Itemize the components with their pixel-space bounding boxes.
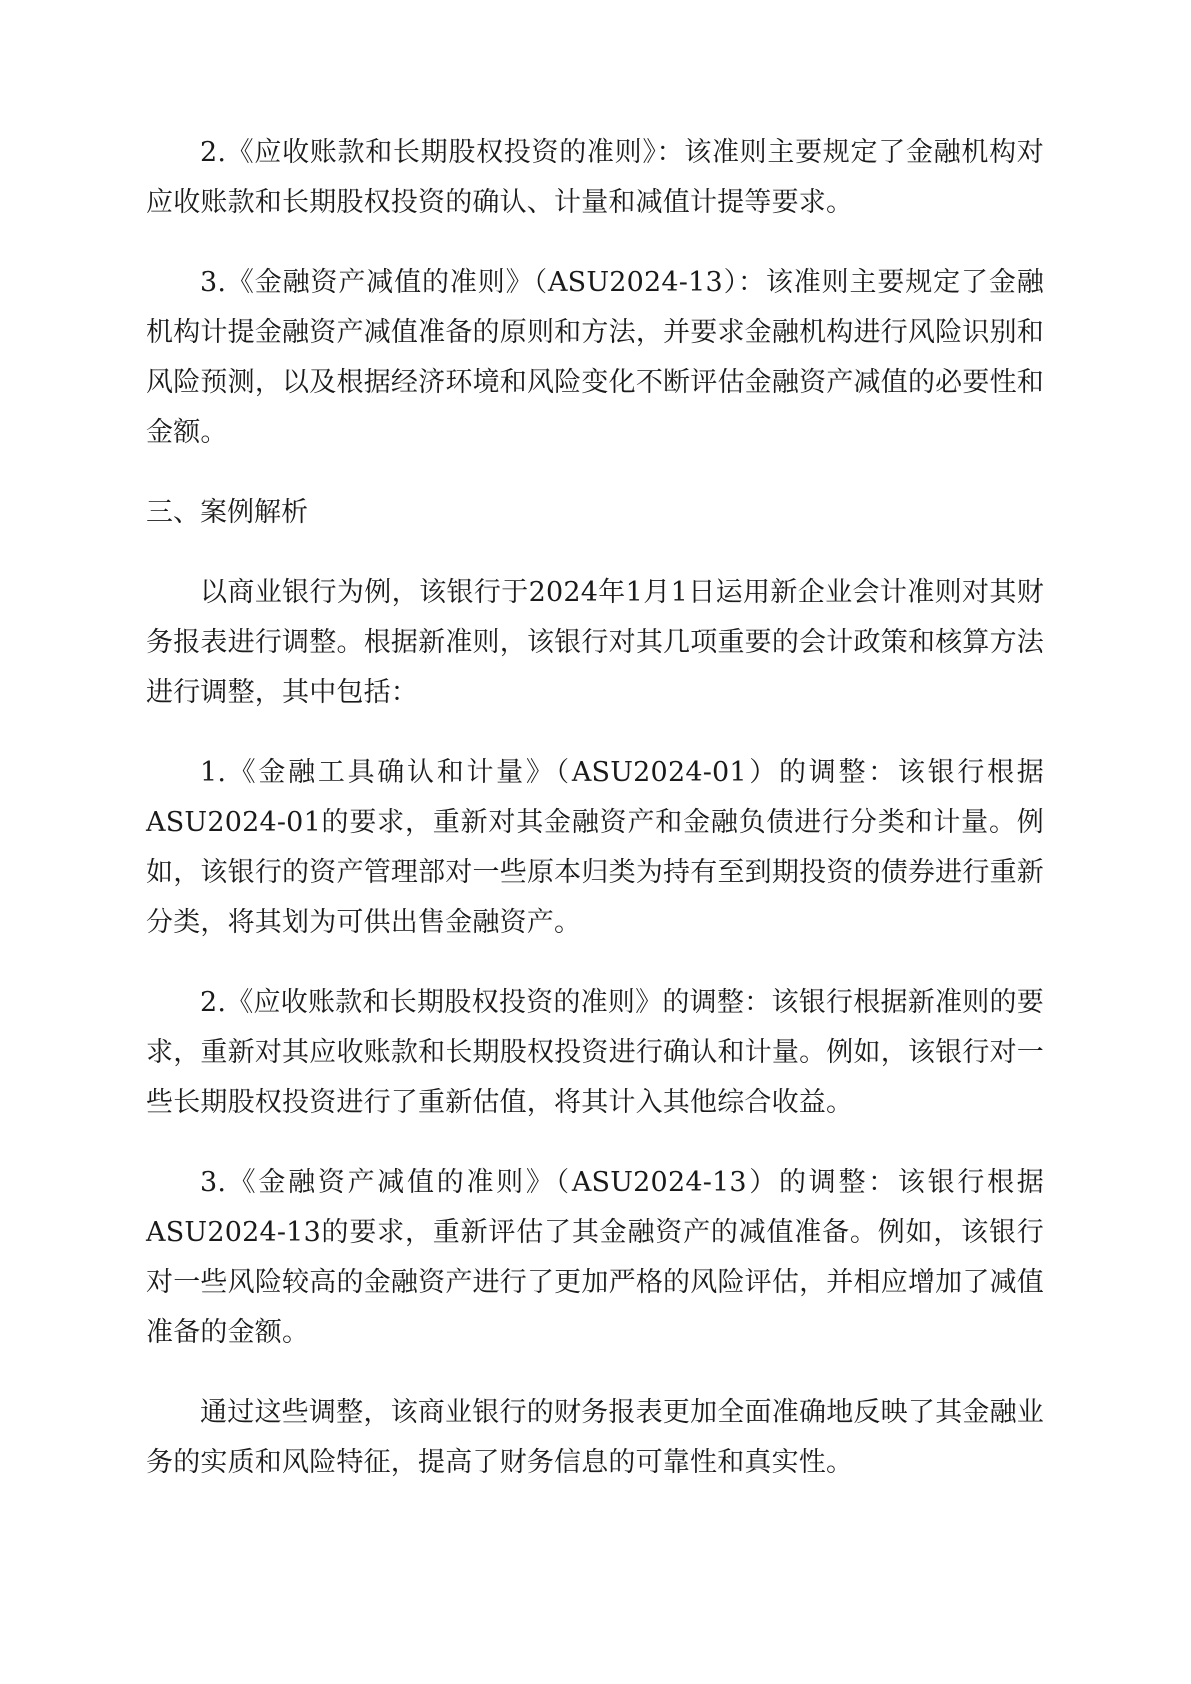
paragraph-case-intro: 以商业银行为例，该银行于2024年1月1日运用新企业会计准则对其财务报表进行调整。根据新准则，该银行对其几项重要的会计政策和核算方法进行调整，其中包括： (146, 577, 1044, 708)
paragraph-adjustment-1: 1.《金融工具确认和计量》（ASU2024-01）的调整：该银行根据ASU2024-01的要求，重新对其金融资产和金融负债进行分类和计量。例如，该银行的资产管理部对一些原本归类为持有至到期投资的债券进行重新分类，将其划为可供出售金融资产。 (146, 757, 1044, 938)
paragraph-adjustment-3: 3.《金融资产减值的准则》（ASU2024-13）的调整：该银行根据ASU2024-13的要求，重新评估了其金融资产的减值准备。例如，该银行对一些风险较高的金融资产进行了更加严格的风险评估，并相应增加了减值准备的金额。 (146, 1167, 1044, 1348)
paragraph-receivables-standard: 2.《应收账款和长期股权投资的准则》：该准则主要规定了金融机构对应收账款和长期股权投资的确认、计量和减值计提等要求。 (146, 137, 1044, 218)
section-heading-case-analysis: 三、案例解析 (146, 497, 308, 528)
paragraph-impairment-standard: 3.《金融资产减值的准则》（ASU2024-13）：该准则主要规定了金融机构计提金融资产减值准备的原则和方法，并要求金融机构进行风险识别和风险预测，以及根据经济环境和风险变化不断评估金融资产减值的必要性和金额。 (146, 267, 1044, 448)
paragraph-conclusion: 通过这些调整，该商业银行的财务报表更加全面准确地反映了其金融业务的实质和风险特征，提高了财务信息的可靠性和真实性。 (146, 1397, 1044, 1478)
paragraph-adjustment-2: 2.《应收账款和长期股权投资的准则》的调整：该银行根据新准则的要求，重新对其应收账款和长期股权投资进行确认和计量。例如，该银行对一些长期股权投资进行了重新估值，将其计入其他综合收益。 (146, 987, 1044, 1118)
document-body (146, 128, 1044, 1518)
